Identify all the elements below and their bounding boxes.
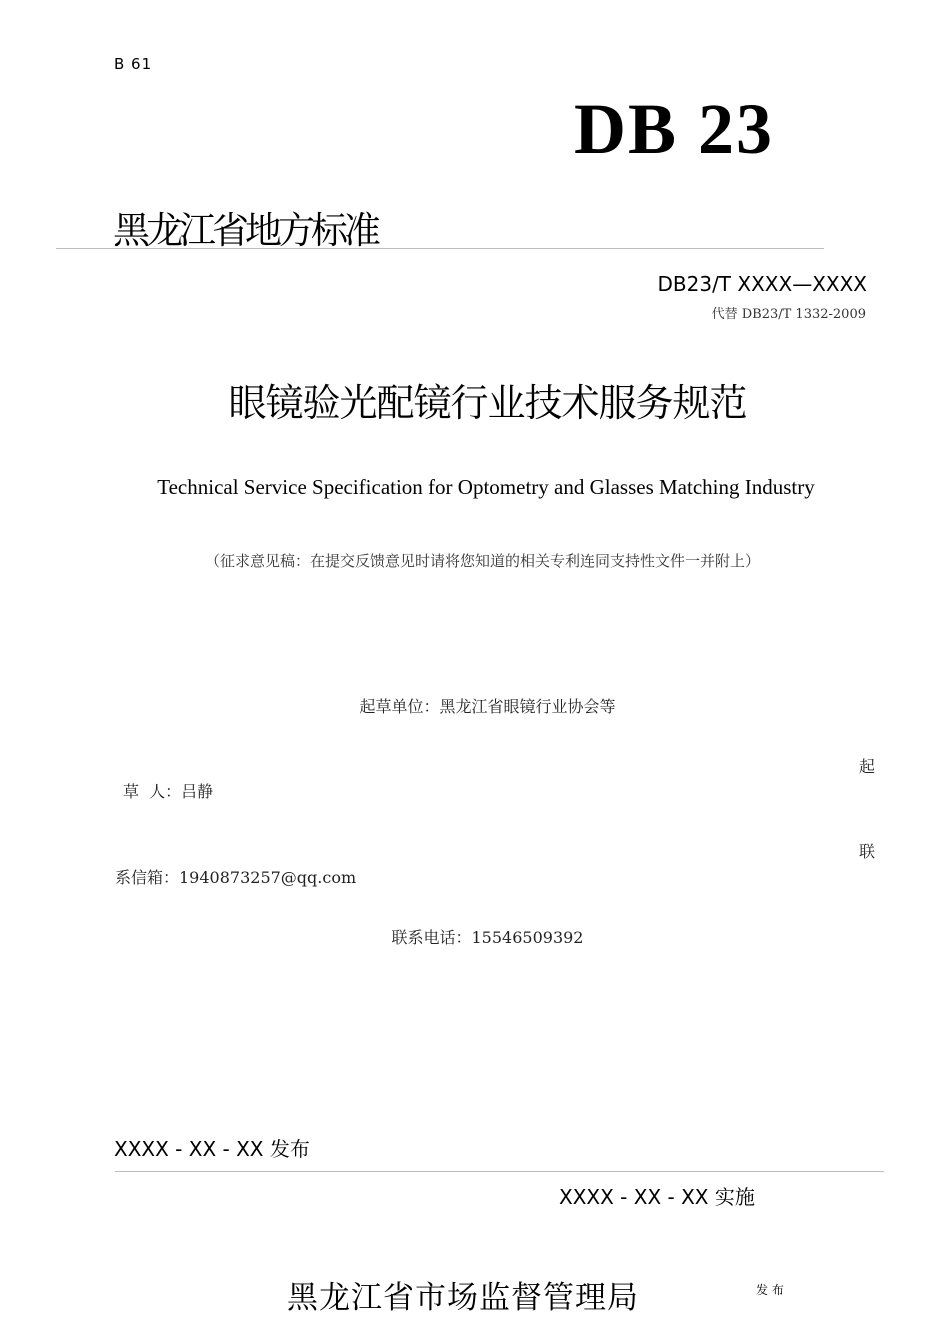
implement-date: XXXX - XX - XX 实施 [559,1185,755,1209]
release-date: XXXX - XX - XX 发布 [114,1137,310,1161]
standard-code: DB 23 [574,89,775,169]
document-number: DB23/T XXXX—XXXX [657,272,867,296]
header-divider [56,248,824,249]
replaces-note: 代替 DB23/T 1332-2009 [711,307,866,322]
classification-code: B 61 [114,55,153,73]
standard-type: 黑龙江省地方标准 [113,209,377,252]
date-divider [115,1171,884,1172]
email-label-first-char: 联 [859,842,876,861]
drafter-line: 草 人：吕静 [123,782,214,801]
drafting-unit: 起草单位：黑龙江省眼镜行业协会等 [359,697,616,716]
drafter-label-first-char: 起 [859,757,876,776]
issued-label: 发 布 [756,1283,784,1297]
email-line: 系信箱：1940873257@qq.com [115,868,357,887]
issuer-name: 黑龙江省市场监督管理局 [287,1280,639,1316]
english-title: Technical Service Specification for Optometry and Glasses Matching Industry [157,475,815,499]
draft-note: （征求意见稿：在提交反馈意见时请将您知道的相关专利连同支持性文件一并附上） [204,552,760,570]
document-title: 眼镜验光配镜行业技术服务规范 [228,381,747,425]
phone-line: 联系电话：15546509392 [391,928,584,947]
